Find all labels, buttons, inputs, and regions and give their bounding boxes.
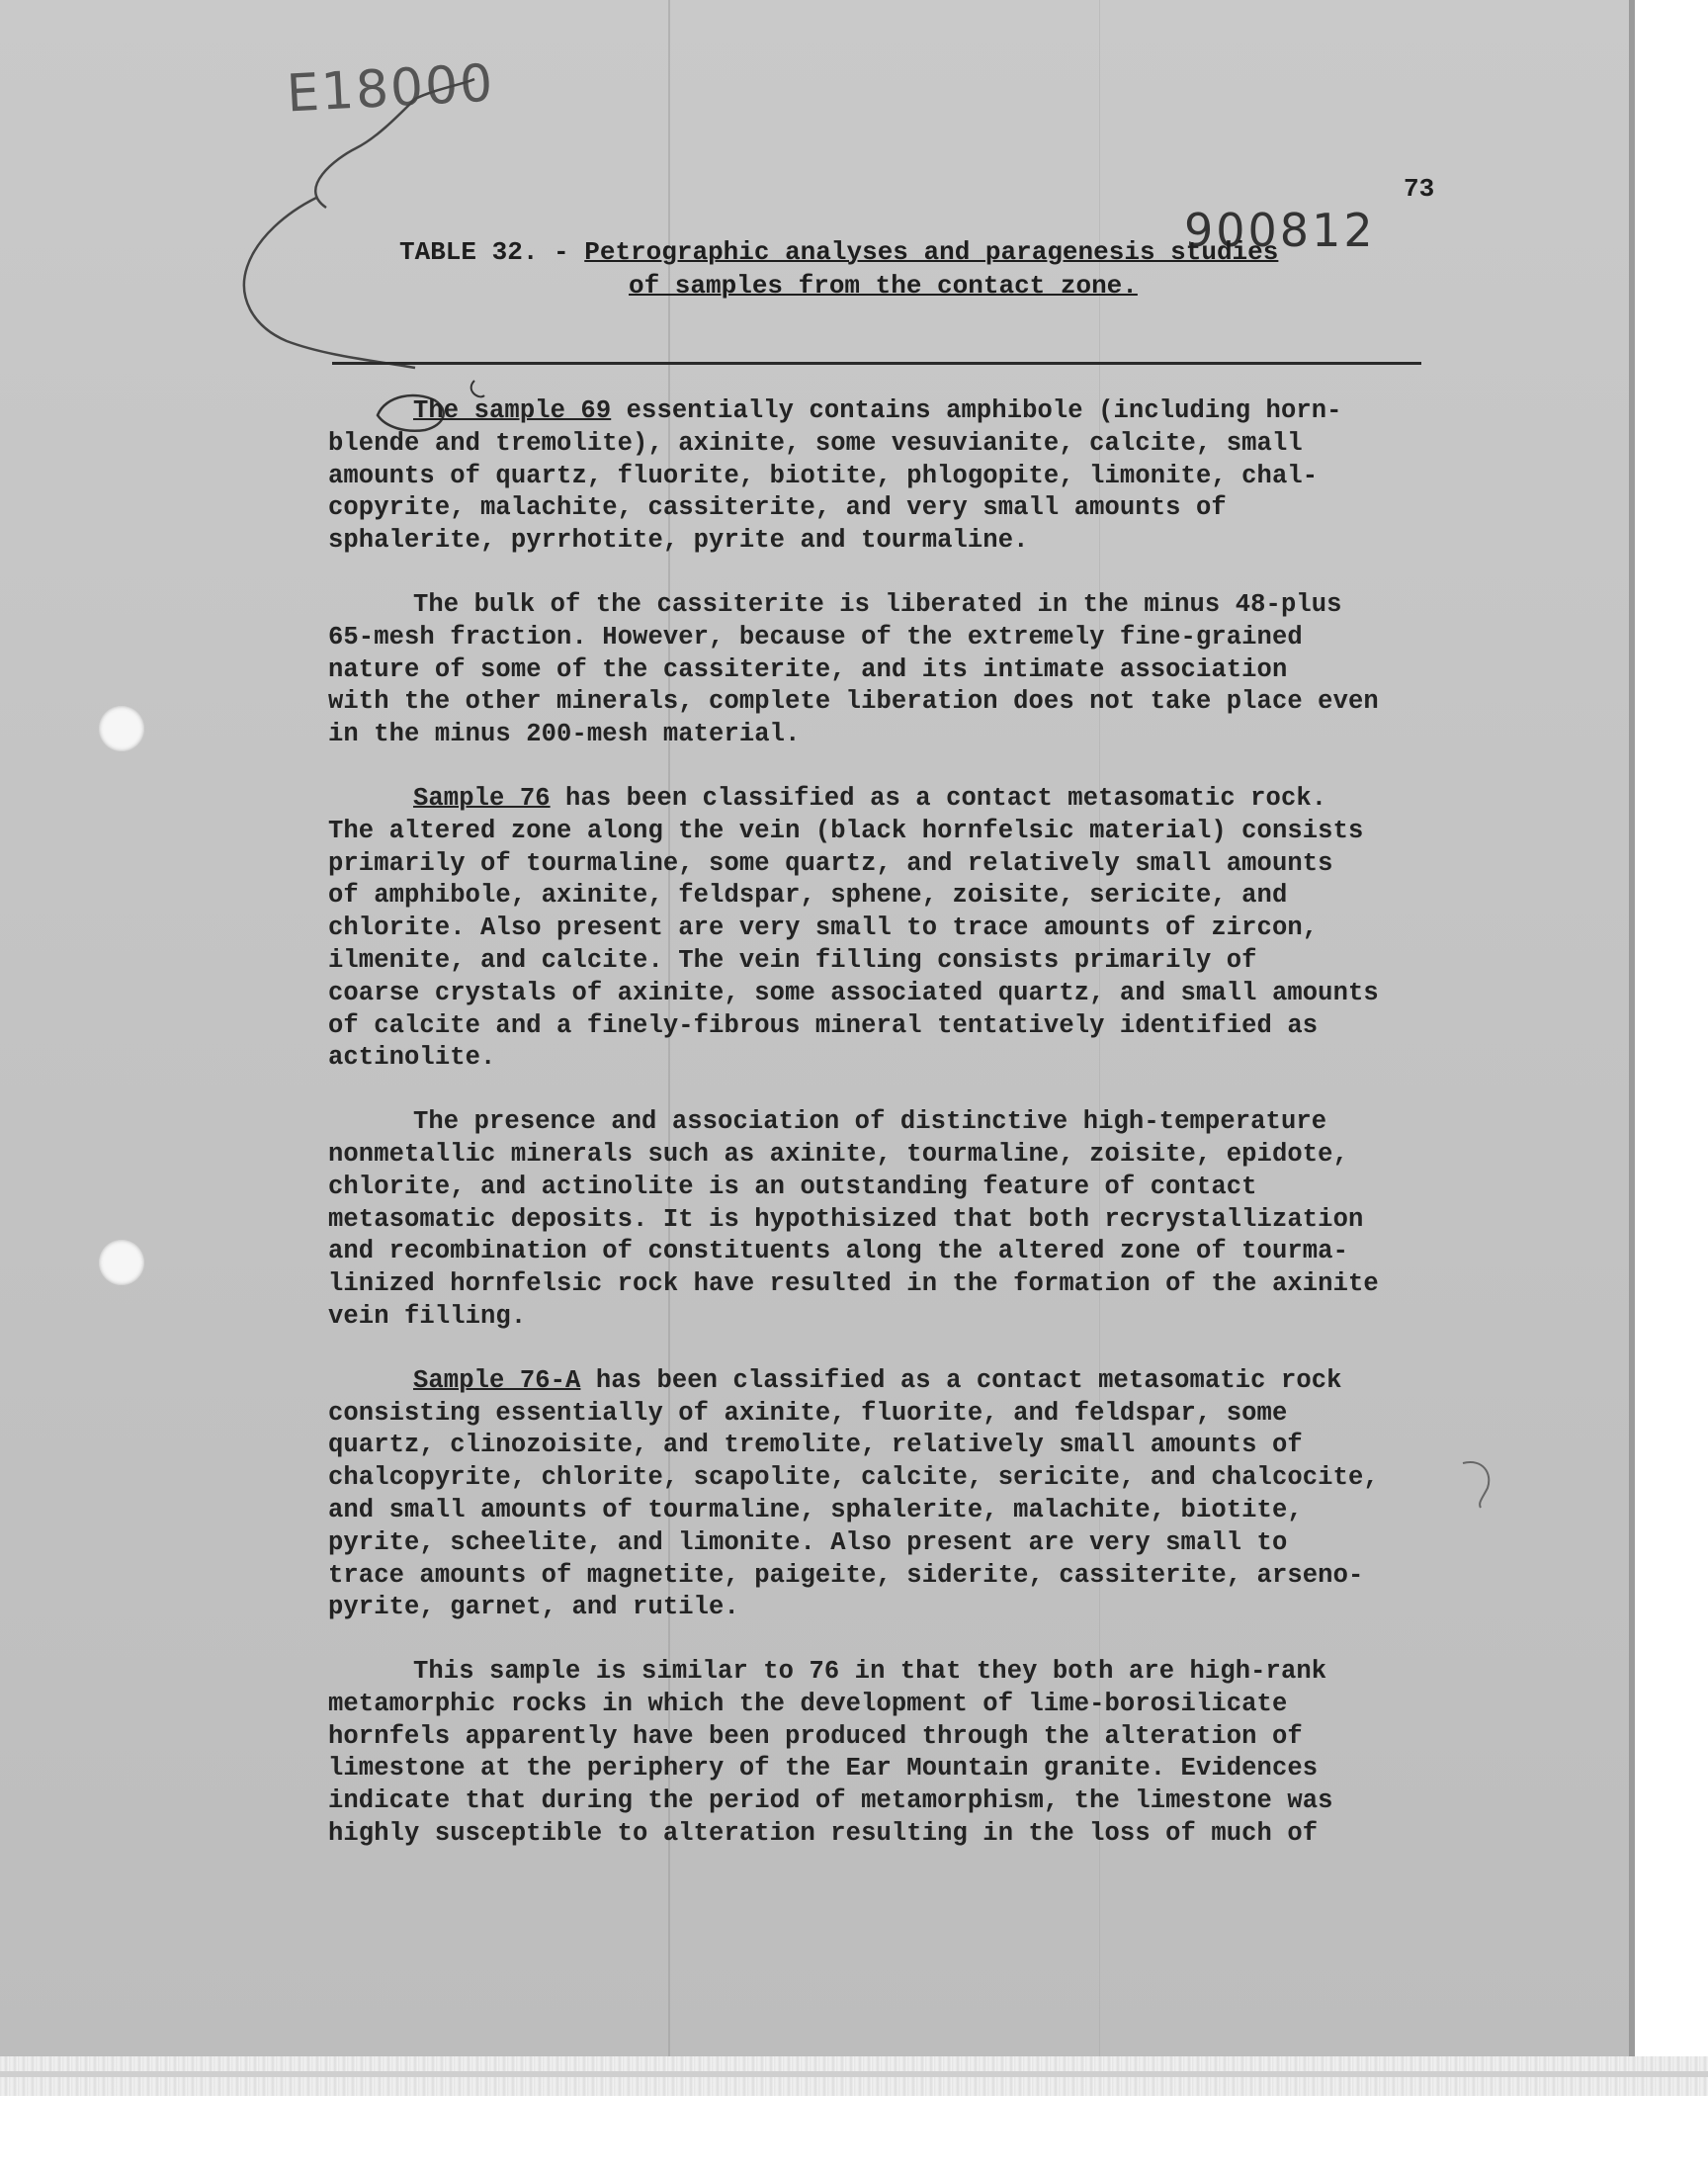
- table-label: TABLE 32. -: [399, 237, 569, 267]
- paragraph-text: This sample is similar to 76 in that they both are high-rank metamorphic rocks in which the development of lime-borosilicate hornfels apparently have been produced through the alteration of limestone at the periphery of the Ear Mountain granite. Evidences indicate that during the period of metamorphism, the limestone was highly susceptible to alteration resulting in the loss of much of: [328, 1657, 1333, 1849]
- table-title-line-1: Petrographic analyses and paragenesis studies: [584, 237, 1279, 267]
- paragraph-cassiterite-liberation: [328, 589, 1465, 751]
- paragraph-text: The bulk of the cassiterite is liberated in the minus 48-plus 65-mesh fraction. However, because of the extremely fine-grained nature of some of the cassiterite, and its intimate association with the other minerals, complete liberation does not take place even in the minus 200-mesh material.: [328, 589, 1379, 749]
- accession-number-stamp: 900812: [1184, 204, 1376, 257]
- paragraph-text: essentially contains amphibole (including horn- blende and tremolite), axinite, some vesuvianite, calcite, small amounts of quartz, fluorite, biotite, phlogopite, limonite, chal- copyrite, malachite, cassiterite, and very small amounts of sphalerite, pyrrhotite, pyrite and tourmaline.: [328, 396, 1342, 556]
- scanner-edge-line: [0, 2071, 1708, 2077]
- body-text: [328, 395, 1465, 1882]
- table-title-line-2: of samples from the contact zone.: [629, 271, 1138, 301]
- page-number: 73: [1404, 174, 1435, 204]
- top-left-stamp-code: E18000: [285, 53, 496, 125]
- paragraph-text: has been classified as a contact metasomatic rock. The altered zone along the vein (black hornfelsic material) consists primarily of tourmaline, some quartz, and relatively small amounts of amphibole, axinite, feldspar, sphene, zoisite, sericite, and chlorite. Also present are very small to trace amounts of zircon, ilmenite, and calcite. The vein filling consists primarily of coarse crystals of axinite, some associated quartz, and small amounts of calcite and a finely-fibrous mineral tentatively identified as actinolite.: [328, 783, 1379, 1073]
- paragraph-lead: Sample 76-A: [413, 1365, 581, 1395]
- table-title: [399, 235, 1408, 303]
- paragraph-lead: Sample 76: [413, 783, 551, 813]
- paragraph-high-temperature-minerals: [328, 1106, 1465, 1334]
- paragraph-sample-76a: [328, 1365, 1465, 1624]
- paragraph-text: has been classified as a contact metasomatic rock consisting essentially of axinite, fluorite, and feldspar, some quartz, clinozoisite, and tremolite, relatively small amounts of chalcopyrite, chlorite, scapolite, calcite, sericite, and chalcocite, and small amounts of tourmaline, sphalerite, malachite, biotite, pyrite, scheelite, and limonite. Also present are very small to trace amounts of magnetite, paigeite, siderite, cassiterite, arseno- pyrite, garnet, and rutile.: [328, 1365, 1379, 1622]
- paragraph-sample-69: [328, 395, 1465, 558]
- paragraph-text: The presence and association of distinctive high-temperature nonmetallic minerals such as axinite, tourmaline, zoisite, epidote, chlorite, and actinolite is an outstanding feature of contact metasomatic deposits. It is hypothisized that both recrystallization and recombination of constituents along the altered zone of tourma- linized hornfelsic rock have resulted in the formation of the axinite vein filling.: [328, 1107, 1379, 1331]
- paragraph-lead: The sample 69: [413, 396, 612, 425]
- title-rule: [332, 362, 1421, 365]
- paragraph-similarity: [328, 1656, 1465, 1851]
- paragraph-sample-76: [328, 783, 1465, 1075]
